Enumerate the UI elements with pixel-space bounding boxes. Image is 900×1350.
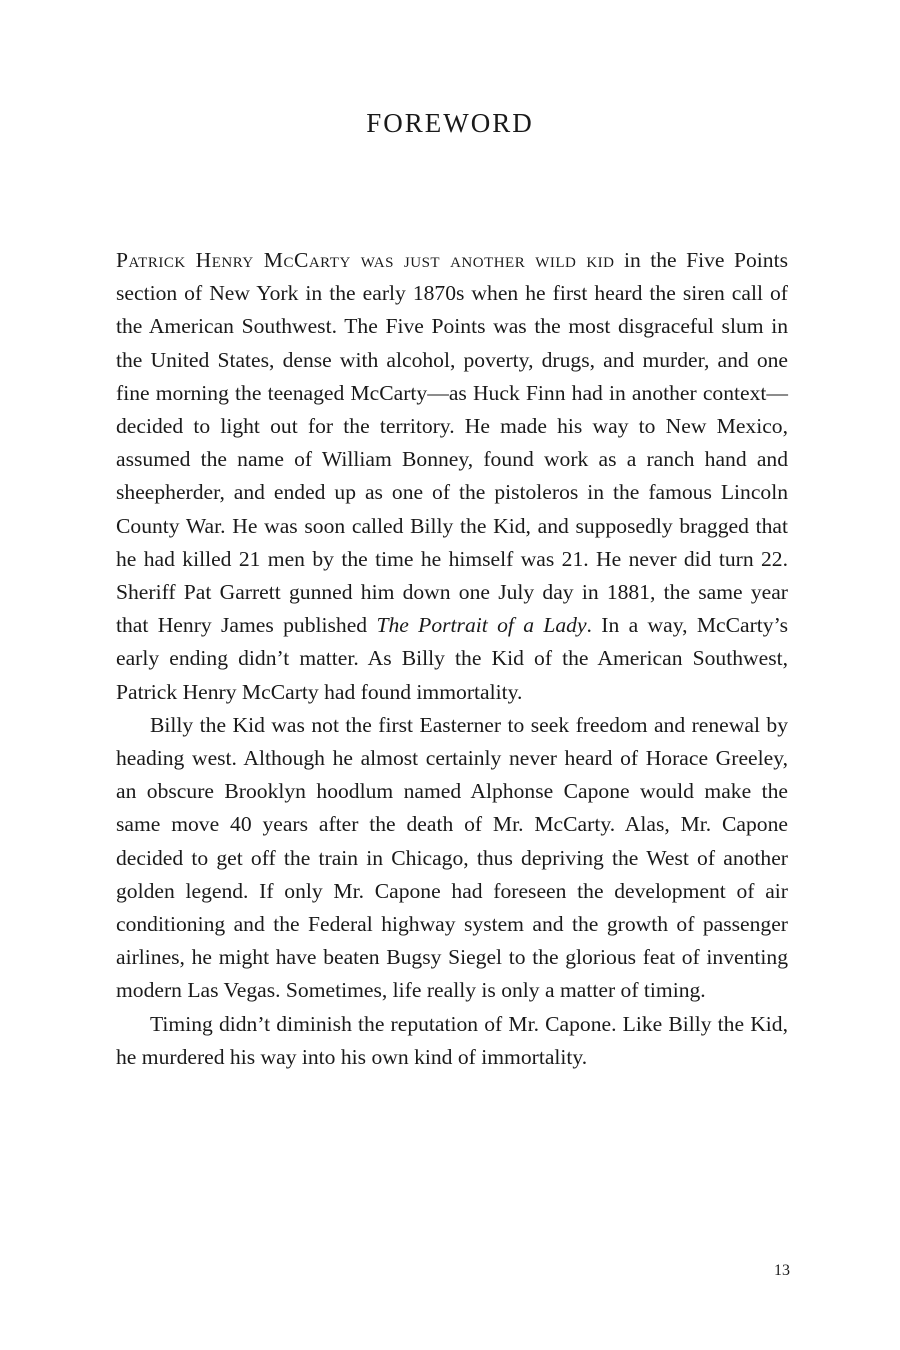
chapter-title: FOREWORD — [366, 108, 534, 138]
book-title-italic: The Portrait of a Lady — [376, 613, 587, 638]
paragraph-1 — [116, 244, 788, 709]
foreword-body — [116, 244, 788, 1074]
paragraph-1-text-a: in the Five Points section of New York in the early 1870s when he first heard the siren call of the American Southwest. The Five Points was the most disgraceful slum in the United States, dense with alcohol, poverty, drugs, and murder, and one fine morning the teenaged McCarty—as Huck Finn had in another context—decided to light out for the territory. He made his way to New Mexico, assumed the name of William Bonney, found work as a ranch hand and sheepherder, and ended up as one of the pistoleros in the famous Lincoln County War. He was soon called Billy the Kid, and supposedly bragged that he had killed 21 men by the time he himself was 21. He never did turn 22. Sheriff Pat Garrett gunned him down one July day in 1881, the same year that Henry James published — [116, 248, 788, 638]
page-number: 13 — [774, 1262, 790, 1279]
paragraph-lead-in: Patrick Henry McCarty was just another wild kid — [116, 248, 615, 272]
paragraph-1-text-b: . In a way, McCarty’s early ending didn’t matter. As Billy the Kid of the American Southwest, Patrick Henry McCarty had found immortality. — [116, 613, 788, 704]
paragraph-3: Timing didn’t diminish the reputation of Mr. Capone. Like Billy the Kid, he murdered his way into his own kind of immortality. — [116, 1011, 788, 1069]
paragraph-2: Billy the Kid was not the first Easterner to seek freedom and renewal by heading west. Although he almost certainly never heard of Horace Greeley, an obscure Brooklyn hoodlum named Alphonse Capone would make the same move 40 years after the death of Mr. McCarty. Alas, Mr. Capone decided to get off the train in Chicago, thus depriving the West of another golden legend. If only Mr. Capone had foreseen the development of air conditioning and the Federal highway system and the growth of passenger airlines, he might have beaten Bugsy Siegel to the glorious feat of inventing modern Las Vegas. Sometimes, life really is only a matter of timing. — [116, 712, 788, 1003]
